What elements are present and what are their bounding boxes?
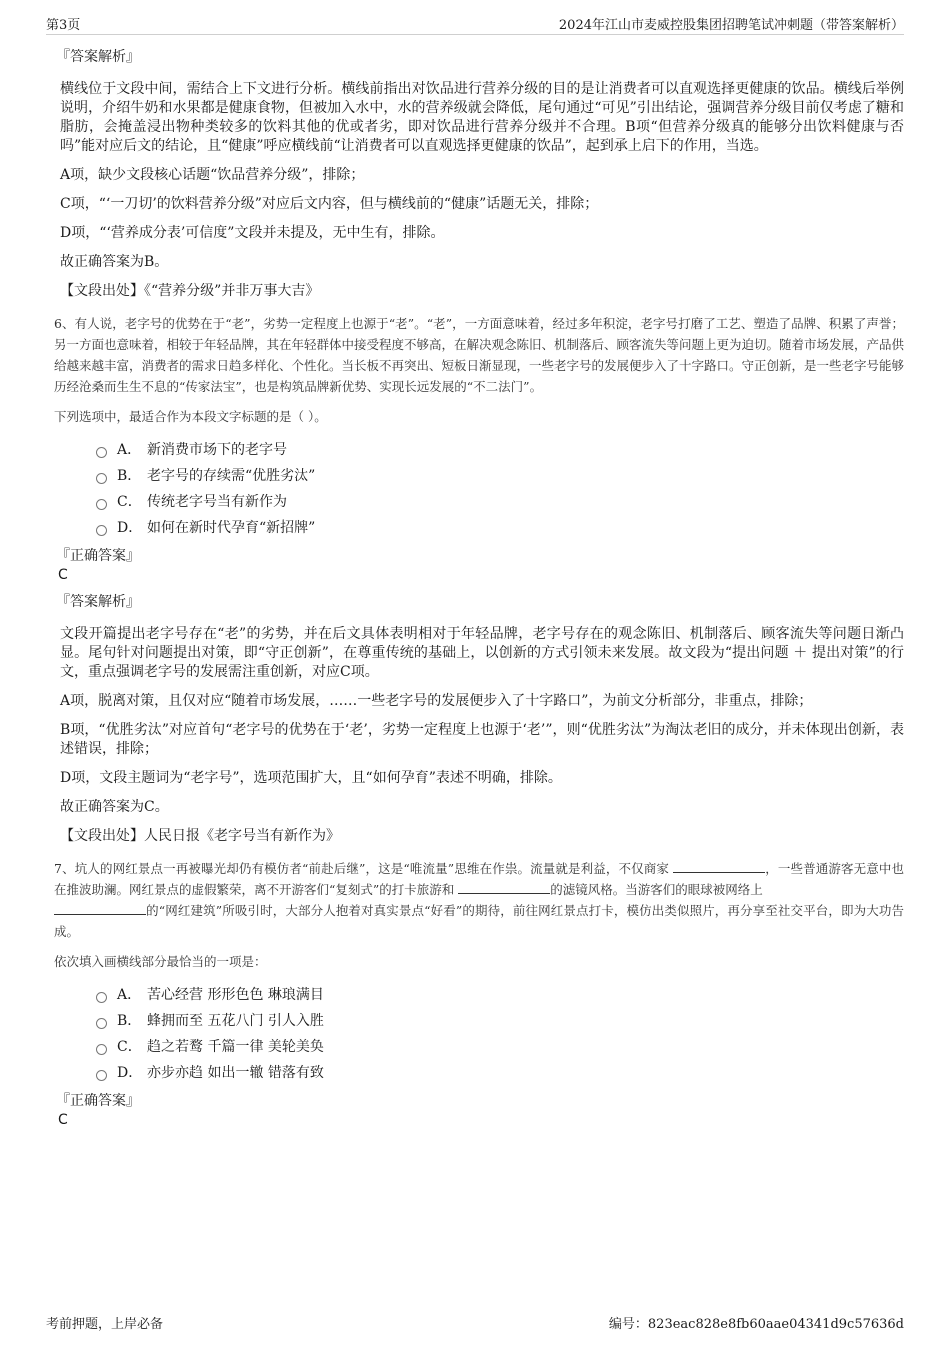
q7-answer-label: 『正确答案』 xyxy=(56,1093,140,1109)
q6-analysis-paragraph: 文段开篇提出老字号存在“老”的劣势，并在后文具体表明相对于年轻品牌，老字号存在的观念陈旧、机制落后、顾客流失等问题日渐凸显。尾句针对问题提出对策，即“守正创新”，在尊重传统的基础上，以创新的方式引领未来发展。故文段为“提出问题 ＋ 提出对策”的行文，重点强调老字号的发展需注重创新，对应C项。 xyxy=(60,626,904,680)
q5-analysis-paragraph: 横线位于文段中间，需结合上下文进行分析。横线前指出对饮品进行营养分级的目的是让消费者可以直观选择更健康的饮品。横线后举例说明，介绍牛奶和水果都是健康食物，但被加入水中，水的营养级就会降低，尾句通过“可见”引出结论，强调营养分级目前仅考虑了糖和脂肪，会掩盖浸出物种类较多的饮料其他的优或者劣，即对饮品进行营养分级并不合理。B项“但营养分级真的能够分出饮料健康与否吗”能对应后文的结论，且“健康”呼应横线前“让消费者可以直观选择更健康的饮品”，起到承上启下的作用，当选。 xyxy=(60,81,904,154)
q6-option-c[interactable]: C． 传统老字号当有新作为 xyxy=(96,489,904,515)
q5-source: 【文段出处】《“营养分级”并非万事大吉》 xyxy=(60,283,320,299)
footer-slogan: 考前押题，上岸必备 xyxy=(46,1317,164,1332)
q7-option-a[interactable]: A． 苦心经营 形形色色 琳琅满目 xyxy=(96,982,904,1008)
q6-analysis-b: B项，“优胜劣汰”对应首句“老字号的优势在于‘老’，劣势一定程度上也源于‘老’”，则“优胜劣汰”为淘汰老旧的成分，并未体现出创新，表述错误，排除； xyxy=(60,722,904,757)
q7-answer: C xyxy=(58,1112,68,1128)
radio-icon[interactable] xyxy=(96,447,107,458)
footer-serial: 编号：823eac828e8fb60aae04341d9c57636d xyxy=(608,1317,904,1332)
q6-option-a[interactable]: A． 新消费市场下的老字号 xyxy=(96,437,904,463)
fill-blank xyxy=(673,860,765,873)
radio-icon[interactable] xyxy=(96,1018,107,1029)
q5-conclusion: 故正确答案为B。 xyxy=(60,254,169,270)
q7-question-text: 7、坑人的网红景点一再被曝光却仍有模仿者“前赴后继”，这是“唯流量”思维在作祟。流量就是利益，不仅商家 ，一些普通游客无意中也在推波助澜。网红景点的虚假繁荣，离不开游客们“复刻式”的打卡旅游和 的滤镜风格。当游客们的眼球被网络上 的“网红建筑”所吸引时，大部分人抱着对真实景点“好看”的期待，前往网红景点打卡，模仿出类似照片，再分享至社交平台，即为大功告成。 xyxy=(54,861,904,939)
fill-blank xyxy=(54,902,146,915)
document-title: 2024年江山市麦威控股集团招聘笔试冲刺题（带答案解析） xyxy=(558,18,904,33)
q6-option-d[interactable]: D． 如何在新时代孕育“新招牌” xyxy=(96,515,904,541)
radio-icon[interactable] xyxy=(96,992,107,1003)
radio-icon[interactable] xyxy=(96,1070,107,1081)
q6-source: 【文段出处】人民日报《老字号当有新作为》 xyxy=(60,828,340,844)
q6-answer: C xyxy=(58,567,68,583)
q6-option-b[interactable]: B． 老字号的存续需“优胜劣汰” xyxy=(96,463,904,489)
fill-blank xyxy=(458,881,550,894)
page-number: 第3页 xyxy=(46,18,81,33)
q6-prompt: 下列选项中，最适合作为本段文字标题的是（ ）。 xyxy=(54,409,327,424)
q6-answer-label: 『正确答案』 xyxy=(56,548,140,564)
q5-analysis-c: C项，“‘一刀切’的饮料营养分级”对应后文内容，但与横线前的“健康”话题无关，排除； xyxy=(60,196,599,212)
q7-option-c[interactable]: C． 趋之若鹜 千篇一律 美轮美奂 xyxy=(96,1034,904,1060)
q6-question-text: 6、有人说，老字号的优势在于“老”，劣势一定程度上也源于“老”。“老”，一方面意味着，经过多年积淀，老字号打磨了工艺、塑造了品牌、积累了声誉；另一方面也意味着，相较于年轻品牌，其在年轻群体中接受程度不够高，在解决观念陈旧、机制落后、顾客流失等问题上更为迫切。随着市场发展，产品供给越来越丰富，消费者的需求日趋多样化、个性化。当长板不再突出、短板日渐显现，一些老字号的发展便步入了十字路口。守正创新，是一些老字号能够历经沧桑而生生不息的“传家法宝”，也是构筑品牌新优势、实现长远发展的“不二法门”。 xyxy=(54,316,905,394)
q7-options xyxy=(96,982,904,1086)
q7-prompt: 依次填入画横线部分最恰当的一项是： xyxy=(54,954,267,969)
page-content xyxy=(56,46,904,1136)
radio-icon[interactable] xyxy=(96,499,107,510)
q7-option-b[interactable]: B． 蜂拥而至 五花八门 引人入胜 xyxy=(96,1008,904,1034)
q6-analysis-label: 『答案解析』 xyxy=(56,594,140,610)
q5-analysis-label: 『答案解析』 xyxy=(56,49,140,65)
q6-analysis-a: A项，脱离对策，且仅对应“随着市场发展，……一些老字号的发展便步入了十字路口”，为前文分析部分，非重点，排除； xyxy=(60,693,813,709)
q6-options xyxy=(96,437,904,541)
radio-icon[interactable] xyxy=(96,1044,107,1055)
q7-option-d[interactable]: D． 亦步亦趋 如出一辙 错落有致 xyxy=(96,1060,904,1086)
q6-analysis-d: D项，文段主题词为“老字号”，选项范围扩大，且“如何孕育”表述不明确，排除。 xyxy=(60,770,562,786)
q6-conclusion: 故正确答案为C。 xyxy=(60,799,169,815)
radio-icon[interactable] xyxy=(96,525,107,536)
radio-icon[interactable] xyxy=(96,473,107,484)
q5-analysis-a: A项，缺少文段核心话题“饮品营养分级”，排除； xyxy=(60,167,365,183)
q5-analysis-d: D项，“‘营养成分表’可信度”文段并未提及，无中生有，排除。 xyxy=(60,225,445,241)
page-header xyxy=(46,12,904,35)
